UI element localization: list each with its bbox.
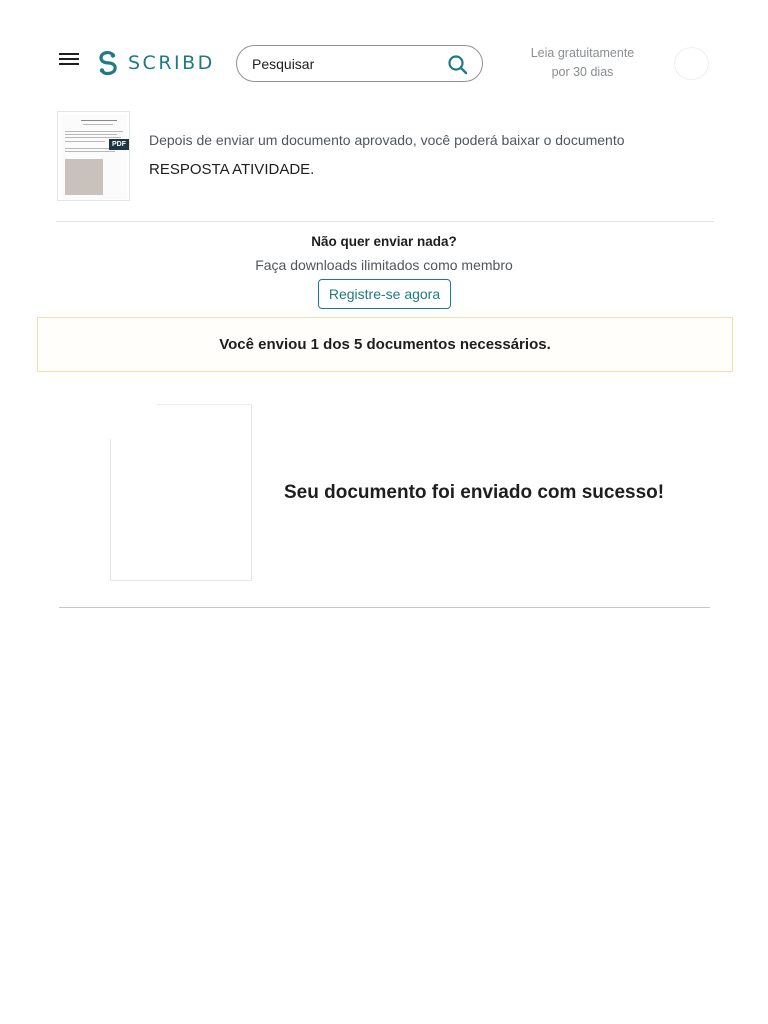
membership-subtext: Faça downloads ilimitados como membro bbox=[255, 257, 513, 273]
avatar[interactable] bbox=[674, 47, 709, 80]
upload-progress-banner: Você enviou 1 dos 5 documentos necessários. bbox=[37, 317, 733, 372]
document-thumbnail bbox=[57, 111, 130, 201]
scribd-logo-icon bbox=[96, 50, 120, 76]
divider bbox=[56, 221, 714, 222]
divider bbox=[59, 607, 710, 608]
free-trial-link[interactable] bbox=[520, 44, 645, 82]
search-box bbox=[236, 45, 483, 82]
document-title[interactable]: RESPOSTA ATIVIDADE. bbox=[149, 161, 315, 178]
success-message: Seu documento foi enviado com sucesso! bbox=[284, 482, 665, 503]
search-input[interactable] bbox=[252, 54, 442, 74]
register-button[interactable]: Registre-se agora bbox=[318, 279, 451, 309]
scribd-logo[interactable] bbox=[96, 48, 215, 78]
promo-line-1: Leia gratuitamente bbox=[530, 46, 635, 60]
thumbnail-page bbox=[61, 115, 127, 199]
brand-name: SCRIBD bbox=[128, 52, 215, 74]
uploaded-document-thumbnail bbox=[110, 404, 252, 581]
membership-heading: Não quer enviar nada? bbox=[311, 234, 457, 249]
search-icon[interactable] bbox=[447, 54, 468, 75]
pdf-badge: PDF bbox=[109, 139, 129, 150]
header bbox=[0, 0, 768, 110]
menu-icon[interactable] bbox=[56, 50, 82, 76]
promo-line-2: por 30 dias bbox=[551, 65, 614, 79]
download-notice: Depois de enviar um documento aprovado, você poderá baixar o documento bbox=[149, 132, 625, 148]
